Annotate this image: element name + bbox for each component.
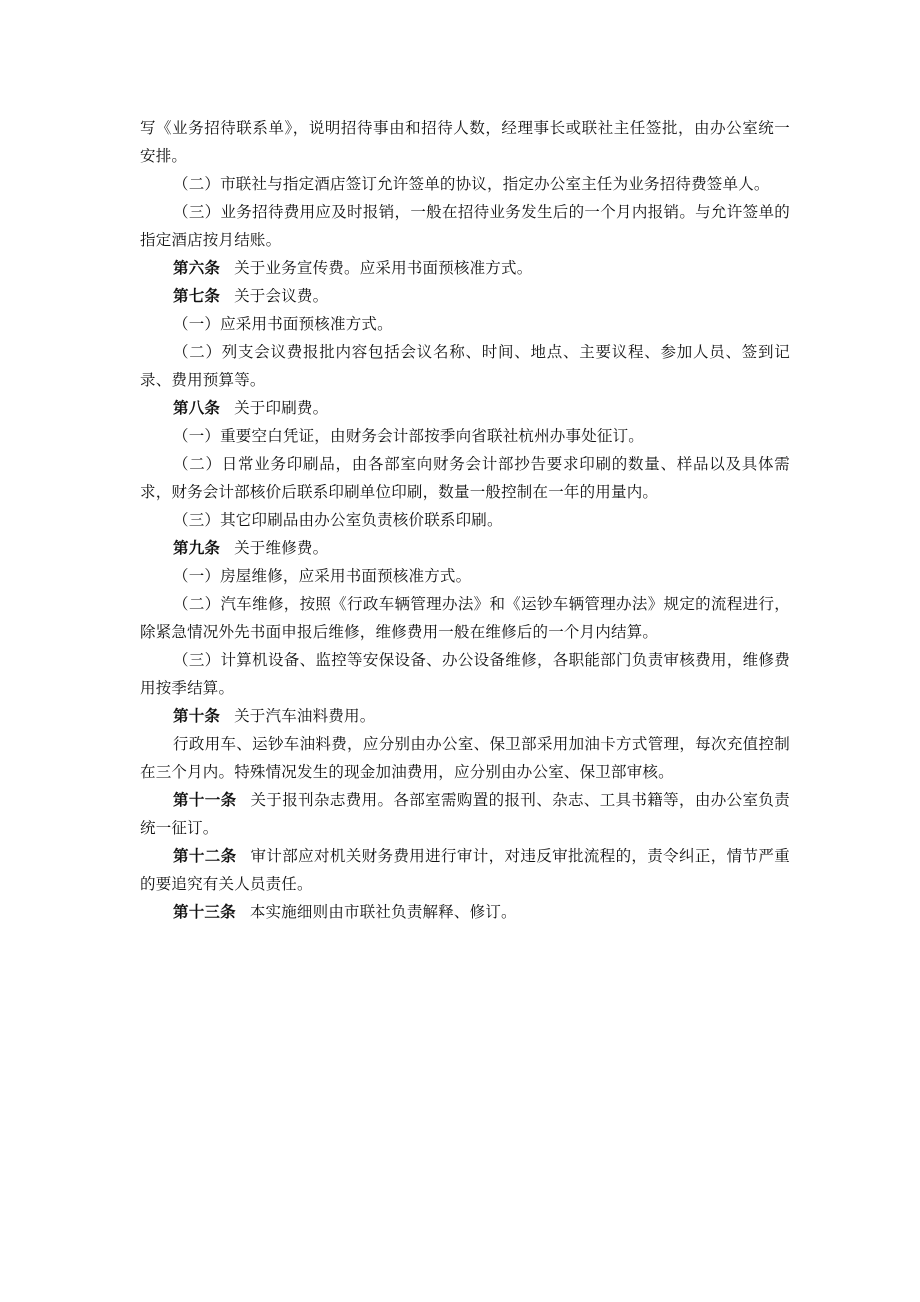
paragraph: （三）计算机设备、监控等安保设备、办公设备维修，各职能部门负责审核费用，维修费用按季结算。	[140, 651, 790, 697]
paragraph: （二）列支会议费报批内容包括会议名称、时间、地点、主要议程、参加人员、签到记录、费用预算等。	[140, 343, 790, 389]
article-label: 第十一条	[173, 791, 237, 809]
paragraph: （二）日常业务印刷品，由各部室向财务会计部抄告要求印刷的数量、样品以及具体需求，财务会计部核价后联系印刷单位印刷，数量一般控制在一年的用量内。	[140, 455, 790, 501]
article-10: 第十条 关于汽车油料费用。	[173, 707, 376, 725]
paragraph: （一）重要空白凭证，由财务会计部按季向省联社杭州办事处征订。	[173, 427, 645, 445]
article-label: 第七条	[173, 287, 221, 305]
article-label: 第十三条	[173, 903, 236, 921]
paragraph: 写《业务招待联系单》，说明招待事由和招待人数，经理事长或联社主任签批，由办公室统一安排。	[140, 119, 790, 165]
article-9: 第九条 关于维修费。	[173, 539, 329, 557]
paragraph: （二）汽车维修，按照《行政车辆管理办法》和《运钞车辆管理办法》规定的流程进行，除紧急情况外先书面申报后维修，维修费用一般在维修后的一个月内结算。	[140, 595, 790, 641]
paragraph: 行政用车、运钞车油料费，应分别由办公室、保卫部采用加油卡方式管理，每次充值控制在三个月内。特殊情况发生的现金加油费用，应分别由办公室、保卫部审核。	[140, 735, 790, 781]
article-label: 第八条	[173, 399, 221, 417]
article-label: 第九条	[173, 539, 221, 557]
paragraph: （一）房屋维修，应采用书面预核准方式。	[173, 567, 472, 585]
article-11: 第十一条 关于报刊杂志费用。各部室需购置的报刊、杂志、工具书籍等，由办公室负责统一征订。	[140, 791, 790, 837]
article-12: 第十二条 审计部应对机关财务费用进行审计，对违反审批流程的，责令纠正，情节严重的要追究有关人员责任。	[140, 847, 790, 893]
paragraph: （一）应采用书面预核准方式。	[173, 315, 393, 333]
article-7: 第七条 关于会议费。	[173, 287, 329, 305]
article-8: 第八条 关于印刷费。	[173, 399, 329, 417]
paragraph: （三）业务招待费用应及时报销，一般在招待业务发生后的一个月内报销。与允许签单的指定酒店按月结账。	[140, 203, 790, 249]
article-label: 第十条	[173, 707, 221, 725]
document-body	[140, 114, 790, 926]
article-6: 第六条 关于业务宣传费。应采用书面预核准方式。	[173, 259, 533, 277]
article-label: 第十二条	[173, 847, 237, 865]
paragraph: （二）市联社与指定酒店签订允许签单的协议，指定办公室主任为业务招待费签单人。	[173, 175, 770, 193]
article-13: 第十三条 本实施细则由市联社负责解释、修订。	[173, 903, 517, 921]
paragraph: （三）其它印刷品由办公室负责核价联系印刷。	[173, 511, 503, 529]
article-label: 第六条	[173, 259, 221, 277]
